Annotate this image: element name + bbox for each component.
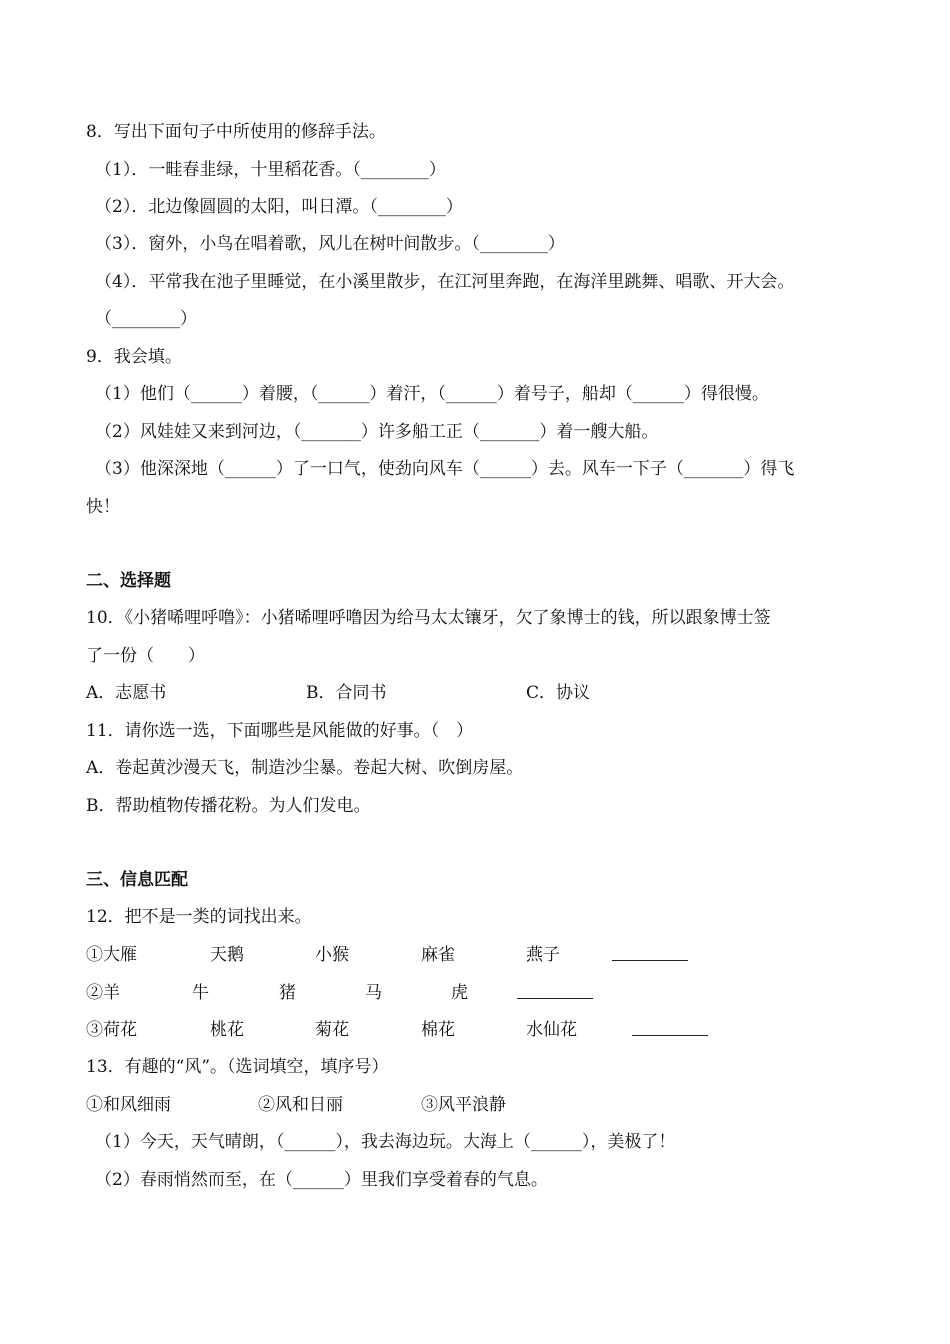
q12-row2-word: 猪 — [279, 983, 296, 1003]
q12-row2-word: 牛 — [192, 983, 209, 1003]
q12-row3-word: ③荷花 — [86, 1020, 137, 1040]
q12-row2-answer-blank[interactable] — [517, 982, 593, 1005]
q10-option-a: A．志愿书 — [86, 683, 167, 703]
q8-item-1: （1）．一畦春韭绿，十里稻花香。（________） — [95, 160, 446, 180]
q11-option-a: A．卷起黄沙漫天飞，制造沙尘暴。卷起大树、吹倒房屋。 — [86, 758, 524, 778]
q10-title-cont: 了一份（ ） — [86, 646, 205, 666]
q12-row1-word: 小猴 — [315, 945, 349, 965]
q12-row3-word: 棉花 — [421, 1020, 455, 1040]
q13-choice-1: ①和风细雨 — [86, 1095, 171, 1115]
q9-item-2: （2）风娃娃又来到河边，（_______）许多船工正（_______）着一艘大船。 — [95, 422, 659, 442]
q12-row3-word: 桃花 — [210, 1020, 244, 1040]
q9-title: 9．我会填。 — [86, 347, 182, 367]
q12-row2-word: 虎 — [451, 983, 468, 1003]
section-2-heading: 二、选择题 — [86, 571, 171, 591]
q13-choice-2: ②风和日丽 — [258, 1095, 343, 1115]
q10-option-c: C．协议 — [526, 683, 591, 703]
q8-item-2: （2）．北边像圆圆的太阳，叫日潭。（________） — [95, 197, 463, 217]
q12-title: 12．把不是一类的词找出来。 — [86, 907, 312, 927]
q13-item-1: （1）今天，天气晴朗，（______），我去海边玩。大海上（______），美极了！ — [95, 1132, 676, 1152]
q12-row2-word: ②羊 — [86, 983, 120, 1003]
q11-option-b: B．帮助植物传播花粉。为人们发电。 — [86, 796, 371, 816]
q13-choice-3: ③风平浪静 — [421, 1095, 506, 1115]
q12-row1-word: 燕子 — [526, 945, 560, 965]
q8-item-4-answer: （________） — [95, 309, 197, 329]
q10-title: 10．《小猪唏哩呼噜》：小猪唏哩呼噜因为给马太太镶牙，欠了象博士的钱，所以跟象博士签 — [86, 608, 771, 628]
q8-item-4: （4）．平常我在池子里睡觉，在小溪里散步，在江河里奔跑，在海洋里跳舞、唱歌、开大会。 — [95, 272, 795, 292]
q9-item-3-cont: 快！ — [86, 497, 120, 517]
q12-row3-word: 菊花 — [315, 1020, 349, 1040]
q10-option-b: B．合同书 — [306, 683, 387, 703]
q9-item-1: （1）他们（______）着腰，（______）着汗，（______）着号子，船却（______）得很慢。 — [95, 384, 769, 404]
q12-row1-word: 天鹅 — [210, 945, 244, 965]
q11-title: 11．请你选一选，下面哪些是风能做的好事。（ ） — [86, 721, 474, 741]
q12-row3-answer-blank[interactable] — [632, 1019, 708, 1042]
q12-row2-word: 马 — [365, 983, 382, 1003]
q12-row1-word: ①大雁 — [86, 945, 137, 965]
q8-item-3: （3）．窗外，小鸟在唱着歌，风儿在树叶间散步。（________） — [95, 234, 565, 254]
q13-title: 13．有趣的“风”。（选词填空，填序号） — [86, 1057, 389, 1077]
q12-row1-answer-blank[interactable] — [612, 944, 688, 967]
q9-item-3: （3）他深深地（______）了一口气，使劲向风车（______）去。风车一下子（_______）得飞 — [95, 459, 795, 479]
q12-row3-word: 水仙花 — [526, 1020, 577, 1040]
section-3-heading: 三、信息匹配 — [86, 870, 188, 890]
q13-item-2: （2）春雨悄然而至，在（______）里我们享受着春的气息。 — [95, 1170, 548, 1190]
q12-row1-word: 麻雀 — [421, 945, 455, 965]
q8-title: 8．写出下面句子中所使用的修辞手法。 — [86, 122, 386, 142]
